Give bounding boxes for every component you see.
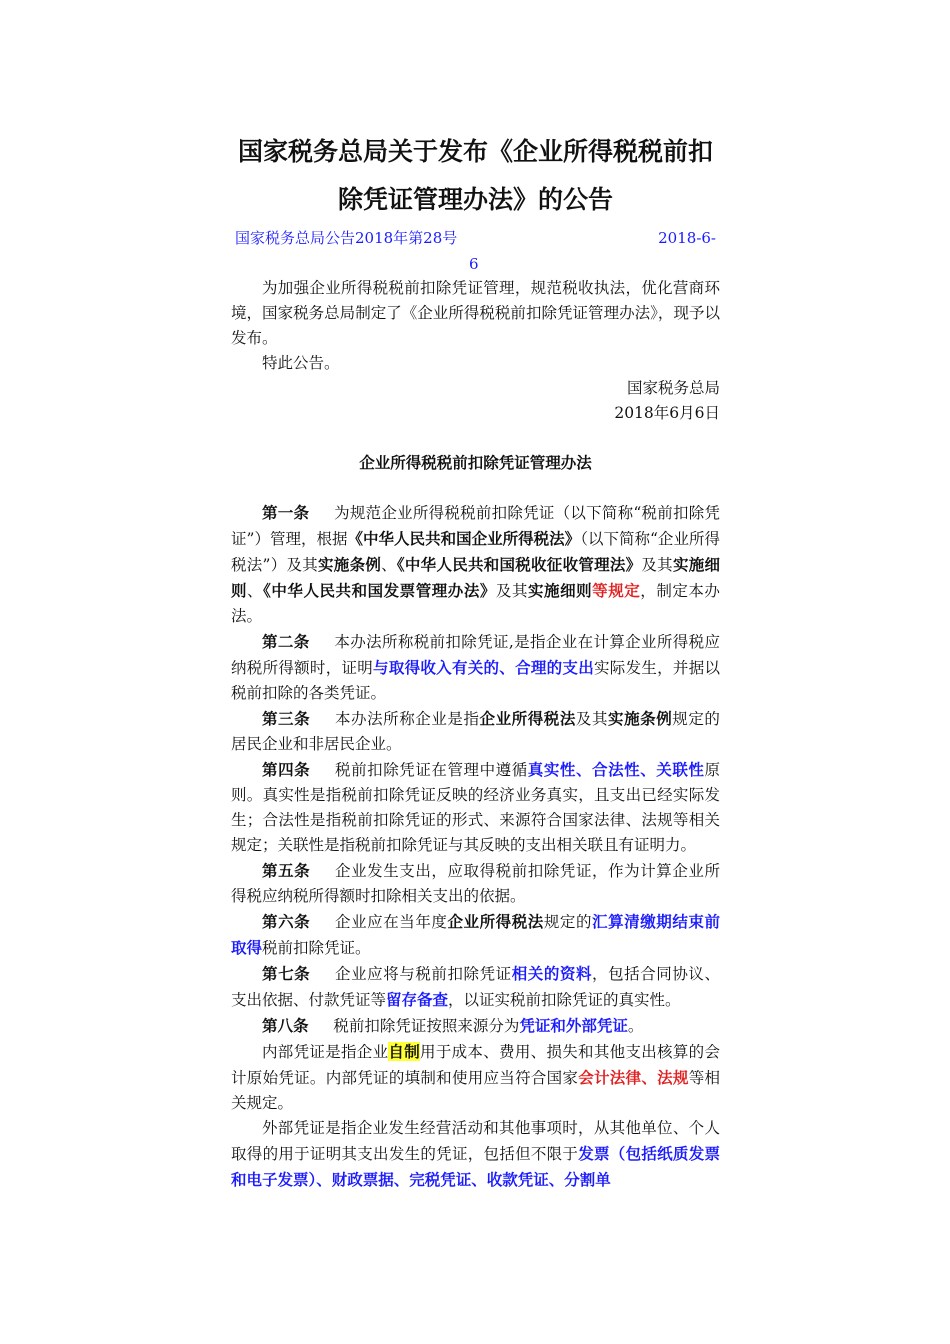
red-highlight: 会计法律、法规 <box>578 1068 689 1087</box>
publish-date-continued: 6 <box>469 255 479 273</box>
publish-date: 2018-6- <box>658 229 716 247</box>
signature: 国家税务总局 <box>626 379 720 397</box>
article-8: 第八条 税前扣除凭证按照来源分为凭证和外部凭证。 <box>262 1016 644 1035</box>
article-5: 第五条 企业发生支出，应取得税前扣除凭证，作为计算企业所得税应纳税所得额时扣除相关支出的依据。 <box>231 861 720 905</box>
article-heading: 第一条 <box>262 503 310 522</box>
announcement-body <box>231 276 720 426</box>
intro-paragraph: 为加强企业所得税税前扣除凭证管理，规范税收执法，优化营商环境，国家税务总局制定了《企业所得税税前扣除凭证管理办法》，现予以发布。 <box>231 279 720 347</box>
article-heading: 第三条 <box>262 709 311 728</box>
blue-highlight: 相关的资料 <box>511 964 593 983</box>
blue-highlight: 留存备查 <box>386 990 449 1009</box>
articles <box>231 500 720 1193</box>
article-4: 第四条 税前扣除凭证在管理中遵循真实性、合法性、关联性原则。真实性是指税前扣除凭证反映的经济业务真实，且支出已经实际发生；合法性是指税前扣除凭证的形式、来源符合国家法律、法规等相关规定；关联性是指税前扣除凭证与其反映的支出相关联且有证明力。 <box>231 760 720 854</box>
article-heading: 第八条 <box>262 1016 309 1035</box>
article-2: 第二条 本办法所称税前扣除凭证,是指企业在计算企业所得税应纳税所得额时，证明与取得收入有关的、合理的支出实际发生，并据以税前扣除的各类凭证。 <box>231 632 720 702</box>
measures-title: 企业所得税税前扣除凭证管理办法 <box>359 454 592 472</box>
document-number: 国家税务总局公告2018年第28号 <box>235 229 458 247</box>
external-voucher-paragraph: 外部凭证是指企业发生经营活动和其他事项时，从其他单位、个人取得的用于证明其支出发生的凭证，包括但不限于发票（包括纸质发票和电子发票）、财政票据、完税凭证、收款凭证、分割单 <box>231 1119 720 1189</box>
blue-highlight: 发票（包括纸质发票和电子发票）、财政票据、完税凭证、收款凭证、分割单 <box>231 1144 720 1189</box>
article-1: 第一条 为规范企业所得税税前扣除凭证（以下简称“税前扣除凭证”）管理，根据《中华人民共和国企业所得税法》（以下简称“企业所得税法”）及其实施条例、《中华人民共和国税收征收管理法》及其实施细则、《中华人民共和国发票管理办法》及其实施细则等规定，制定本办法。 <box>231 503 720 625</box>
yellow-highlight: 自制 <box>388 1042 421 1061</box>
signature-date: 2018年6月6日 <box>614 404 720 422</box>
red-highlight: 等规定 <box>592 581 641 600</box>
blue-highlight: 真实性、合法性、关联性 <box>527 760 705 779</box>
article-heading: 第六条 <box>262 912 311 931</box>
blue-highlight: 汇算清缴期结束前取得 <box>231 912 720 957</box>
document-title: 国家税务总局关于发布《企业所得税税前扣除凭证管理办法》的公告 <box>237 137 713 214</box>
notice-line: 特此公告。 <box>262 354 340 372</box>
article-heading: 第七条 <box>262 964 311 983</box>
article-6: 第六条 企业应在当年度企业所得税法规定的汇算清缴期结束前取得税前扣除凭证。 <box>231 912 720 957</box>
article-3: 第三条 本办法所称企业是指企业所得税法及其实施条例规定的居民企业和非居民企业。 <box>231 709 720 753</box>
internal-voucher-paragraph: 内部凭证是指企业自制用于成本、费用、损失和其他支出核算的会计原始凭证。内部凭证的填制和使用应当符合国家会计法律、法规等相关规定。 <box>231 1042 720 1112</box>
blue-highlight: 与取得收入有关的、合理的支出 <box>373 658 594 677</box>
article-heading: 第二条 <box>262 632 310 651</box>
article-heading: 第四条 <box>262 760 311 779</box>
article-heading: 第五条 <box>262 861 311 880</box>
blue-highlight: 凭证和外部凭证 <box>519 1016 628 1035</box>
article-7: 第七条 企业应将与税前扣除凭证相关的资料，包括合同协议、支出依据、付款凭证等留存备查，以证实税前扣除凭证的真实性。 <box>231 964 720 1009</box>
